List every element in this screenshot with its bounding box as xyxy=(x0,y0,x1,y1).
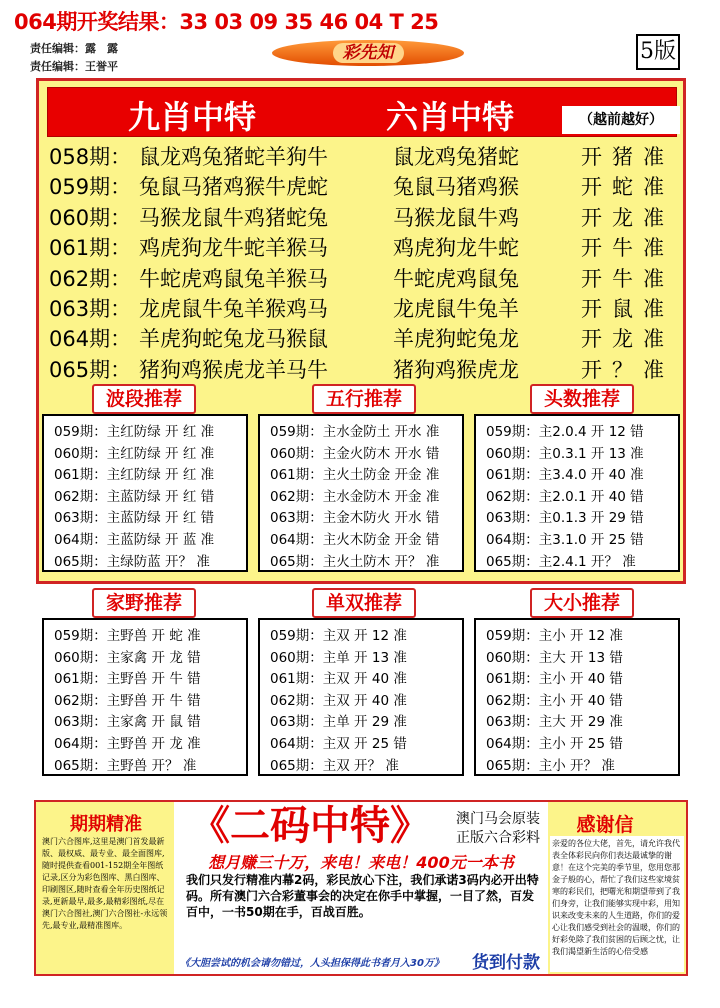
bottom-panel xyxy=(34,800,688,976)
slogan: 想月赚三十万，来电！来电！400元一本书 xyxy=(208,853,514,872)
brand-logo xyxy=(272,40,464,66)
row-six: 牛蛇虎鸡鼠兔 xyxy=(393,266,519,291)
section-title-toushu: 头数推荐 xyxy=(530,384,634,414)
list-item: 063期：主蓝防绿 开 红 错 xyxy=(54,510,215,527)
list-item: 059期：主红防绿 开 红 准 xyxy=(54,424,215,440)
row-open: 开牛准 xyxy=(581,266,674,291)
box-bodan xyxy=(42,414,248,572)
center-ad xyxy=(174,802,548,974)
row-period: 062期： xyxy=(49,266,132,291)
list-item: 064期：主火木防金 开金 错 xyxy=(270,531,440,548)
box-jiaye xyxy=(42,618,248,776)
row-nine: 兔鼠马猪鸡猴牛虎蛇 xyxy=(139,175,328,200)
row-nine: 羊虎狗蛇兔龙马猴鼠 xyxy=(139,327,328,352)
section-title-bodan: 波段推荐 xyxy=(92,384,196,414)
row-six: 鸡虎狗龙牛蛇 xyxy=(393,236,519,261)
prediction-row xyxy=(49,263,679,293)
thanks-title: 感谢信 xyxy=(576,814,634,836)
list-item: 065期：主小 开？ 准 xyxy=(486,757,615,774)
top-rows xyxy=(49,141,679,384)
list-item: 063期：主单 开 29 准 xyxy=(270,714,407,731)
row-nine: 马猴龙鼠牛鸡猪蛇兔 xyxy=(139,205,328,230)
list-item: 062期：主蓝防绿 开 红 错 xyxy=(54,488,215,505)
row-nine: 龙虎鼠牛兔羊猴鸡马 xyxy=(139,296,328,321)
result-line: 064期开奖结果：33 03 09 35 46 04 T 25 xyxy=(14,10,439,34)
list-item: 062期：主2.0.1 开 40 错 xyxy=(486,488,644,505)
list-item: 060期：主家禽 开 龙 错 xyxy=(54,649,201,666)
editor-line-2: 责任编辑：王誉平 xyxy=(30,60,118,73)
row-period: 065期： xyxy=(49,357,132,382)
list-item: 064期：主双 开 25 错 xyxy=(270,735,407,752)
list-item: 065期：主双 开？ 准 xyxy=(270,757,399,774)
list-item: 060期：主大 开 13 错 xyxy=(486,649,623,666)
row-period: 064期： xyxy=(49,327,132,352)
list-item: 064期：主小 开 25 错 xyxy=(486,735,623,752)
banner-six: 六肖中特 xyxy=(386,98,515,136)
section-title-wuxing: 五行推荐 xyxy=(312,384,416,414)
prediction-row xyxy=(49,171,679,201)
list-item: 065期：主绿防蓝 开？ 准 xyxy=(54,553,210,570)
side-label-1: 澳门马会原装 xyxy=(456,811,540,827)
ad-footnote: 《大胆尝试的机会请勿错过，人头担保得此书者月入30万》 xyxy=(180,958,444,969)
box-danshuang xyxy=(258,618,464,776)
prediction-row xyxy=(49,141,679,171)
list-item: 062期：主水金防木 开金 准 xyxy=(270,488,440,505)
ad-paragraph: 我们只发行精准内幕2码，彩民放心下注，我们承诺3码内必开出特码。所有澳门六合彩董事会的决定在你手中掌握，一目了然，百发百中，一书50期在手，百战百胜。 xyxy=(186,873,539,919)
row-nine: 牛蛇虎鸡鼠兔羊猴马 xyxy=(139,266,328,291)
list-item: 065期：主2.4.1 开？ 准 xyxy=(486,553,636,570)
list-item: 059期：主水金防土 开水 准 xyxy=(270,424,440,440)
list-item: 059期：主野兽 开 蛇 准 xyxy=(54,628,201,644)
list-item: 061期：主野兽 开 牛 错 xyxy=(54,671,201,688)
list-item: 065期：主野兽 开？ 准 xyxy=(54,757,197,774)
list-item: 060期：主单 开 13 准 xyxy=(270,649,407,666)
page-number: 5版 xyxy=(636,34,680,70)
row-open: 开？准 xyxy=(581,357,674,382)
row-period: 060期： xyxy=(49,205,132,230)
row-nine: 猪狗鸡猴虎龙羊马牛 xyxy=(139,357,328,382)
row-six: 鼠龙鸡兔猪蛇 xyxy=(393,145,519,169)
row-open: 开龙准 xyxy=(581,327,674,352)
row-period: 058期： xyxy=(49,145,132,169)
row-six: 猪狗鸡猴虎龙 xyxy=(393,357,519,382)
list-item: 063期：主金木防火 开水 错 xyxy=(270,510,440,527)
row-six: 龙虎鼠牛兔羊 xyxy=(393,296,519,321)
list-item: 059期：主2.0.4 开 12 错 xyxy=(486,424,644,440)
erma-title: 《二码中特》 xyxy=(190,803,430,849)
list-item: 061期：主3.4.0 开 40 准 xyxy=(486,467,644,484)
list-item: 061期：主火土防金 开金 准 xyxy=(270,467,440,484)
list-item: 064期：主3.1.0 开 25 错 xyxy=(486,531,644,548)
row-nine: 鼠龙鸡兔猪蛇羊狗牛 xyxy=(139,145,328,169)
prediction-row xyxy=(49,323,679,353)
section-title-daxiao: 大小推荐 xyxy=(530,588,634,618)
banner-note: （越前越好） xyxy=(562,106,680,134)
row-open: 开鼠准 xyxy=(581,296,674,321)
row-six: 羊虎狗蛇兔龙 xyxy=(393,327,519,352)
thanks-text: 亲爱的各位大佬，首先，请允许我代表全体彩民向你们表达最诚挚的谢意！在这个完美的季节里，您用您那金子般的心，帮忙了我们这些家境贫寒的彩民们，把曙光和期望带到了我们身旁，让我们能够实现中彩，用知识来改变未来的人生道路，你们的爱心让我们感受到社会的温暖，你们的好彩免除了我们贫困的后顾之忧，让我们渴望新生活的心倍受感 xyxy=(550,836,684,972)
cod-label: 货到付款 xyxy=(472,953,540,973)
box-daxiao xyxy=(474,618,680,776)
row-open: 开牛准 xyxy=(581,236,674,261)
brand-text: 彩先知 xyxy=(333,43,404,63)
list-item: 064期：主蓝防绿 开 蓝 准 xyxy=(54,531,215,548)
prediction-row xyxy=(49,232,679,262)
list-item: 063期：主家禽 开 鼠 错 xyxy=(54,714,201,731)
editor-line-1: 责任编辑：露 露 xyxy=(30,42,118,55)
list-item: 060期：主红防绿 开 红 准 xyxy=(54,445,215,462)
list-item: 064期：主野兽 开 龙 准 xyxy=(54,735,201,752)
left-text: 澳门六合图库,这里是澳门首发最新版、最权威、最专业、最全面图库,随时提供查看001-152期全年图纸记录,区分为彩色图库、黑白图库、印刷图区,随时查看全年历史图纸记录,更新最早,最多,最精彩图纸,尽在澳门六合图社,澳门六合图社-永远领先,最专业,最精准图库。 xyxy=(42,837,168,930)
list-item: 063期：主大 开 29 准 xyxy=(486,714,623,731)
section-title-jiaye: 家野推荐 xyxy=(92,588,196,618)
side-label-2: 正版六合彩料 xyxy=(456,830,540,846)
row-period: 063期： xyxy=(49,296,132,321)
box-wuxing xyxy=(258,414,464,572)
row-six: 兔鼠马猪鸡猴 xyxy=(393,175,519,200)
row-period: 059期： xyxy=(49,175,132,200)
section-title-danshuang: 单双推荐 xyxy=(312,588,416,618)
prediction-row xyxy=(49,202,679,232)
list-item: 062期：主野兽 开 牛 错 xyxy=(54,692,201,709)
list-item: 062期：主小 开 40 错 xyxy=(486,692,623,709)
list-item: 065期：主火土防木 开？ 准 xyxy=(270,553,440,570)
list-item: 061期：主小 开 40 错 xyxy=(486,671,623,688)
row-six: 马猴龙鼠牛鸡 xyxy=(393,205,519,230)
row-open: 开龙准 xyxy=(581,205,674,230)
row-period: 061期： xyxy=(49,236,132,261)
prediction-row xyxy=(49,354,679,384)
main-banner xyxy=(47,87,677,137)
list-item: 059期：主小 开 12 准 xyxy=(486,628,623,644)
list-item: 061期：主双 开 40 准 xyxy=(270,671,407,688)
list-item: 061期：主红防绿 开 红 准 xyxy=(54,467,215,484)
left-title: 期期精准 xyxy=(70,814,142,835)
list-item: 062期：主双 开 40 准 xyxy=(270,692,407,709)
list-item: 060期：主0.3.1 开 13 准 xyxy=(486,445,644,462)
list-item: 059期：主双 开 12 准 xyxy=(270,628,407,644)
row-nine: 鸡虎狗龙牛蛇羊猴马 xyxy=(139,236,328,261)
row-open: 开猪准 xyxy=(581,145,674,169)
list-item: 060期：主金火防木 开水 错 xyxy=(270,445,440,462)
row-open: 开蛇准 xyxy=(581,175,674,200)
list-item: 063期：主0.1.3 开 29 错 xyxy=(486,510,644,527)
prediction-row xyxy=(49,293,679,323)
box-toushu xyxy=(474,414,680,572)
banner-nine: 九肖中特 xyxy=(128,98,257,136)
